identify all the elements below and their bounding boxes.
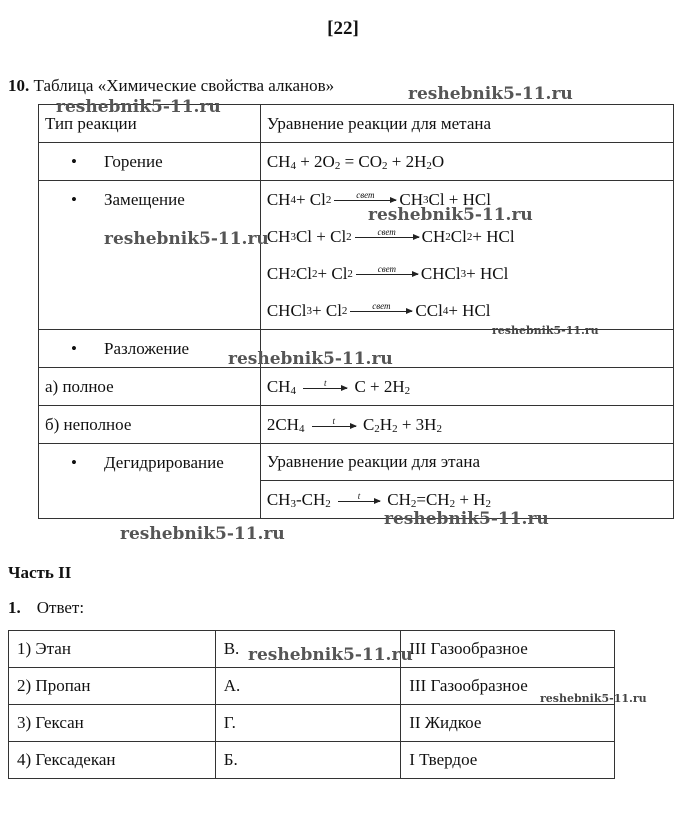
ethane-equation-header: Уравнение реакции для этана: [260, 444, 673, 481]
alkane-state: II Жидкое: [401, 705, 615, 742]
reaction-combustion-label: • Горение: [39, 143, 261, 181]
reaction-decomposition-label: • Разложение: [39, 330, 261, 368]
reaction-arrow: свет: [356, 265, 418, 275]
task-number: 10.: [8, 76, 30, 95]
table-row: [9, 742, 615, 779]
part-title: Часть II: [8, 563, 72, 582]
reaction-dehydrogenation-label: • Дегидрирование: [39, 444, 261, 519]
partial-decomposition-label: б) неполное: [39, 406, 261, 444]
watermark: reshebnik5-11.ru: [384, 509, 549, 529]
alkane-name: 1) Этан: [9, 631, 216, 668]
alkane-name: 4) Гексадекан: [9, 742, 216, 779]
watermark: reshebnik5-11.ru: [104, 229, 269, 249]
reaction-arrow: свет: [350, 302, 412, 312]
watermark: reshebnik5-11.ru: [540, 692, 647, 705]
alkane-state: III Газообразное: [401, 668, 615, 705]
watermark: reshebnik5-11.ru: [228, 349, 393, 369]
reaction-arrow: свет: [355, 228, 419, 238]
watermark: reshebnik5-11.ru: [120, 524, 285, 544]
alkane-properties-table: [38, 104, 674, 519]
partial-decomposition-equation: $2CH_4$ t $C_2H_2 + 3H_2$: [260, 406, 673, 444]
watermark: reshebnik5-11.ru: [368, 205, 533, 225]
table-row: [9, 705, 615, 742]
alkane-letter: Б.: [215, 742, 401, 779]
reaction-arrow: t: [312, 417, 356, 427]
substitution-equation-4: CHCl 3 + Cl 2 свет CCl 4 + HCl: [266, 300, 491, 320]
reaction-substitution-label: • Замещение: [39, 181, 261, 330]
full-decomposition-equation: $CH_4$ t $C + 2H_2$: [260, 368, 673, 406]
task-title-text: Таблица «Химические свойства алканов»: [33, 76, 335, 95]
table-row-dehydrogenation: [39, 444, 674, 481]
answer-label: 1. Ответ:: [8, 598, 85, 617]
watermark: reshebnik5-11.ru: [248, 645, 413, 665]
page-number: [22]: [327, 18, 359, 39]
table-row-full-decomposition: [39, 368, 674, 406]
alkane-letter: Г.: [215, 705, 401, 742]
table-row: [9, 668, 615, 705]
alkane-letter: А.: [215, 668, 401, 705]
reaction-arrow: t: [303, 379, 347, 389]
reaction-arrow: t: [338, 492, 380, 502]
alkane-name: 3) Гексан: [9, 705, 216, 742]
dehydrogenation-equation: $CH_3-CH_2$ t $CH_2=CH_2 + H_2$: [260, 481, 673, 519]
watermark: reshebnik5-11.ru: [492, 324, 599, 337]
substitution-equation-3: CH 2 Cl 2 + Cl 2 свет CHCl 3 + HCl: [266, 263, 509, 283]
alkane-name: 2) Пропан: [9, 668, 216, 705]
watermark: reshebnik5-11.ru: [56, 97, 221, 117]
reaction-arrow: свет: [334, 191, 396, 201]
table-row-partial-decomposition: [39, 406, 674, 444]
header-methane-equation: Уравнение реакции для метана: [260, 105, 673, 143]
combustion-equation: $CH_4 + 2O_2 = CO_2 + 2H_2O$: [260, 143, 673, 181]
full-decomposition-label: а) полное: [39, 368, 261, 406]
alkane-state: I Твердое: [401, 742, 615, 779]
substitution-equation-1: CH 4 + Cl 2 свет CH 3 Cl + HCl: [266, 189, 491, 209]
task-title: [8, 76, 334, 96]
alkane-letter: В.: [215, 631, 401, 668]
alkane-state: III Газообразное: [401, 631, 615, 668]
table-row-combustion: [39, 143, 674, 181]
substitution-equation-2: CH 3 Cl + Cl 2 свет CH 2 Cl 2 + HCl: [266, 226, 515, 246]
header-reaction-type: Тип реакции: [39, 105, 261, 143]
watermark: reshebnik5-11.ru: [408, 84, 573, 104]
table-row-substitution: [39, 181, 674, 330]
